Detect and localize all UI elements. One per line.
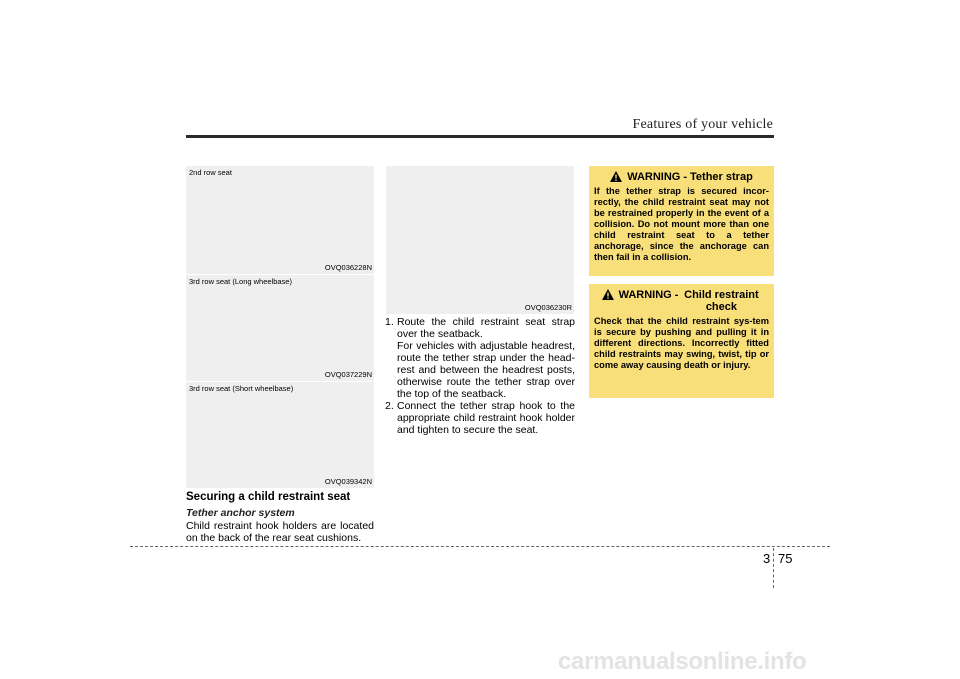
step-text: Connect the tether strap hook to the appropriate child restraint hook holder and tighten to secure the seat. — [397, 400, 575, 436]
warning-title: Child restraint check — [684, 289, 759, 313]
steps-list — [385, 316, 575, 436]
warning-dash: - — [674, 289, 679, 301]
warning-heading — [594, 171, 769, 183]
section-title: Securing a child restraint seat — [186, 491, 351, 503]
header-rule — [186, 135, 774, 138]
step-item — [385, 316, 575, 340]
footer-rule — [130, 546, 830, 547]
figure-2nd-row-seat — [186, 166, 374, 274]
page-number: 75 — [778, 551, 793, 566]
figure-caption: 2nd row seat — [189, 168, 232, 177]
figure-tether-strap — [386, 166, 574, 314]
warning-label: WARNING — [618, 289, 672, 301]
figure-3rd-row-short — [186, 382, 374, 488]
watermark: carmanualsonline.info — [558, 648, 807, 675]
warning-box-tether-strap — [589, 166, 774, 276]
warning-icon — [602, 289, 614, 300]
warning-title: Tether strap — [690, 171, 753, 183]
warning-heading — [594, 289, 769, 313]
step-number: 1. — [385, 316, 394, 328]
step-subtext: For vehicles with adjustable headrest, route the tether strap under the head-rest and between the headrest posts, otherwise route the tether strap over the top of the seatback. — [397, 340, 575, 400]
step-item — [385, 400, 575, 436]
figure-3rd-row-long — [186, 275, 374, 381]
figure-caption: 3rd row seat (Long wheelbase) — [189, 277, 292, 286]
figure-code: OVQ036228N — [324, 263, 372, 272]
warning-label: WARNING — [627, 171, 681, 183]
warning-dash: - — [683, 171, 688, 183]
chapter-number: 3 — [763, 551, 771, 566]
subsection-title: Tether anchor system — [186, 507, 295, 519]
section-body: Child restraint hook holders are located on the back of the rear seat cushions. — [186, 520, 374, 544]
figure-code: OVQ039342N — [324, 477, 372, 486]
footer-divider — [773, 548, 774, 588]
figure-caption: 3rd row seat (Short wheelbase) — [189, 384, 294, 393]
step-number: 2. — [385, 400, 394, 412]
figure-code: OVQ037229N — [324, 370, 372, 379]
warning-body: Check that the child restraint sys-tem is secure by pushing and pulling it in different directions. Incorrectly fitted child restraints may swing, twist, tip or come away causing death or injury. — [594, 316, 769, 370]
warning-icon — [610, 171, 622, 182]
warning-body: If the tether strap is secured incor-rectly, the child restraint seat may not be restrained properly in the event of a collision. Do not mount more than one child restraint seat to a tether anchorage, since the anchorage can then fail in a collision. — [594, 186, 769, 262]
warning-box-child-restraint-check — [589, 284, 774, 398]
figure-code: OVQ036230R — [524, 303, 572, 312]
step-text: Route the child restraint seat strap over the seatback. — [397, 316, 575, 340]
header-title: Features of your vehicle — [632, 117, 773, 132]
